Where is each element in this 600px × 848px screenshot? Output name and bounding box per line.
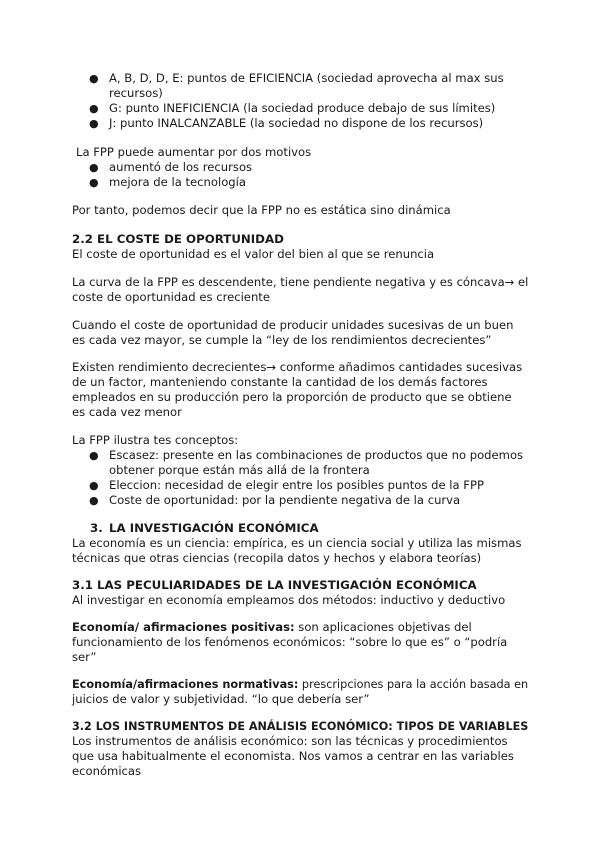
term-bold: Economía/afirmaciones normativas: <box>72 678 299 691</box>
bullet-text: A, B, D, D, E: puntos de EFICIENCIA (sociedad aprovecha al max sus <box>109 71 504 85</box>
paragraph: La curva de la FPP es descendente, tiene pendiente negativa y es cóncava→ el <box>72 275 529 289</box>
paragraph: empleados en su producción pero la proporción de producto que se obtiene <box>72 390 512 404</box>
paragraph: técnicas que otras ciencias (recopila datos y hechos y elabora teorías) <box>72 551 482 565</box>
paragraph: que usa habitualmente el economista. Nos vamos a centrar en las variables <box>72 749 514 763</box>
paragraph: juicios de valor y subjetividad. “lo que debería ser” <box>72 692 370 706</box>
section-heading: 3.1 LAS PECULIARIDADES DE LA INVESTIGACIÓN ECONÓMICA <box>72 578 477 592</box>
section-heading: 2.2 EL COSTE DE OPORTUNIDAD <box>72 232 284 246</box>
paragraph: es cada vez mayor, se cumple la “ley de los rendimientos decrecientes” <box>72 333 492 347</box>
paragraph: La economía es un ciencia: empírica, es un ciencia social y utiliza las mismas <box>72 536 522 550</box>
term-bold: Economía/ afirmaciones positivas: <box>72 620 295 634</box>
bullet-text: recursos) <box>109 86 163 100</box>
bullet-text: Escasez: presente en las combinaciones de productos que no podemos <box>109 448 524 462</box>
bullet-text: Eleccion: necesidad de elegir entre los posibles puntos de la FPP <box>109 478 484 492</box>
bullet-dot: ● <box>89 117 99 130</box>
section-number: 3. <box>90 521 103 535</box>
paragraph: coste de oportunidad es creciente <box>72 290 270 304</box>
term-definition: prescripciones para la acción basada en <box>298 678 529 691</box>
paragraph: es cada vez menor <box>72 405 182 419</box>
bullet-text: aumentó de los recursos <box>109 160 253 174</box>
bullet-text: Coste de oportunidad: por la pendiente negativa de la curva <box>109 493 461 507</box>
section-heading: LA INVESTIGACIÓN ECONÓMICA <box>109 521 319 535</box>
bullet-dot: ● <box>89 494 99 507</box>
bullet-text: J: punto INALCANZABLE (la sociedad no dispone de los recursos) <box>109 116 484 130</box>
bullet-dot: ● <box>89 102 99 115</box>
bullet-dot: ● <box>89 72 99 85</box>
paragraph: de un factor, manteniendo constante la cantidad de los demás factores <box>72 375 488 389</box>
paragraph <box>72 620 472 635</box>
paragraph: ser” <box>72 650 97 664</box>
term-definition: son aplicaciones objetivas del <box>294 620 472 634</box>
paragraph: Al investigar en economía empleamos dos métodos: inductivo y deductivo <box>72 593 506 607</box>
paragraph: Existen rendimiento decrecientes→ conforme añadimos cantidades sucesivas <box>72 360 523 374</box>
bullet-text: obtener porque están más allá de la frontera <box>109 463 370 477</box>
paragraph: La FPP ilustra tes conceptos: <box>72 433 239 447</box>
bullet-dot: ● <box>89 176 99 189</box>
bullet-dot: ● <box>89 449 99 462</box>
bullet-text: mejora de la tecnología <box>109 175 246 189</box>
paragraph: La FPP puede aumentar por dos motivos <box>76 145 312 159</box>
paragraph: Por tanto, podemos decir que la FPP no es estática sino dinámica <box>72 203 451 217</box>
bullet-dot: ● <box>89 161 99 174</box>
paragraph <box>72 677 528 692</box>
section-heading: 3.2 LOS INSTRUMENTOS DE ANÁLISIS ECONÓMICO: TIPOS DE VARIABLES <box>72 720 529 733</box>
paragraph: El coste de oportunidad es el valor del bien al que se renuncia <box>72 247 435 261</box>
bullet-dot: ● <box>89 479 99 492</box>
paragraph: funcionamiento de los fenómenos económicos: “sobre lo que es” o “podría <box>72 635 508 649</box>
bullet-text: G: punto INEFICIENCIA (la sociedad produce debajo de sus límites) <box>109 101 496 115</box>
paragraph: Cuando el coste de oportunidad de producir unidades sucesivas de un buen <box>72 318 514 332</box>
paragraph: económicas <box>72 764 142 778</box>
paragraph: Los instrumentos de análisis económico: son las técnicas y procedimientos <box>72 734 508 748</box>
